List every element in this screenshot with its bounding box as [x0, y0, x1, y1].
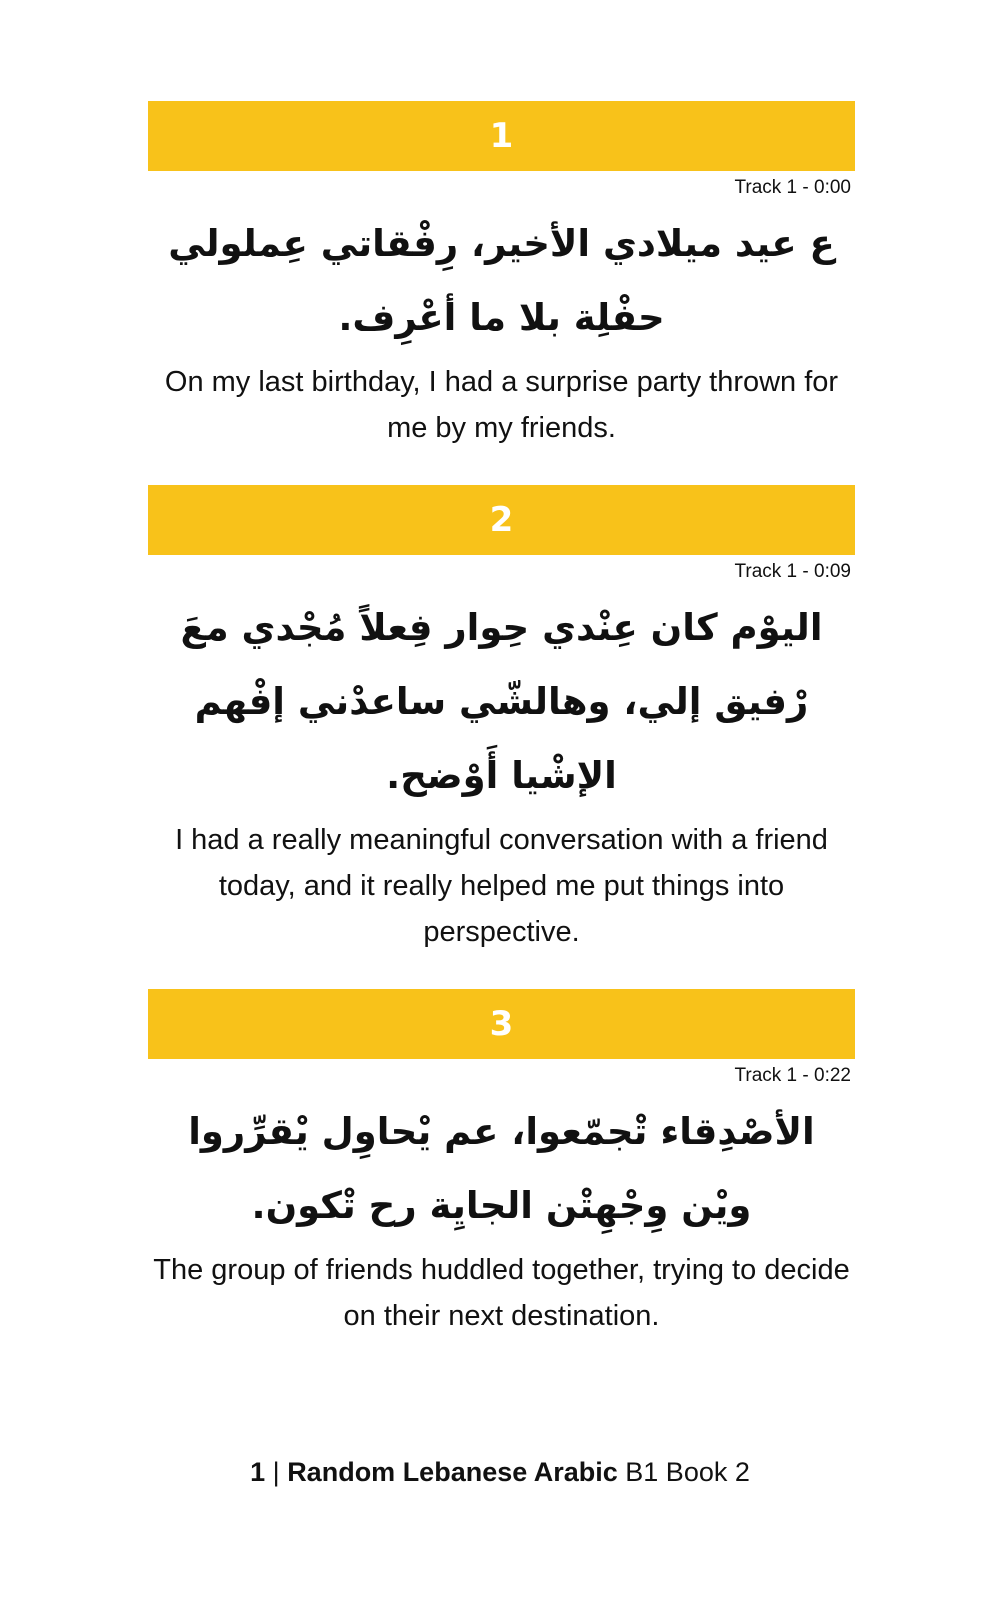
entry-number-bar [148, 101, 855, 171]
arabic-sentence: اليوْم كان عِنْدي حِوار فِعلاً مُجْدي معَ رْفيق إلي، وهالشّي ساعدْني إفْهم الإشْيا أَوْضح. [180, 606, 823, 797]
entry-number-bar [148, 989, 855, 1059]
footer-separator: | [265, 1457, 288, 1487]
english-translation: On my last birthday, I had a surprise party thrown for me by my friends. [164, 366, 839, 444]
page-number: 1 [250, 1457, 266, 1487]
entry-number: 2 [489, 500, 514, 540]
entry-3 [148, 989, 855, 1339]
track-timestamp: Track 1 - 0:22 [734, 1065, 851, 1086]
book-title: Random Lebanese Arabic [287, 1457, 618, 1487]
entry-number-bar [148, 485, 855, 555]
english-translation: The group of friends huddled together, trying to decide on their next destination. [153, 1254, 850, 1332]
book-level: B1 Book 2 [617, 1457, 750, 1487]
english-translation: I had a really meaningful conversation with a friend today, and it really helped me put things into perspective. [175, 824, 828, 948]
arabic-sentence: الأصْدِقاء تْجمّعوا، عم يْحاوِل يْقرِّروا ويْن وِجْهِتْن الجايِة رح تْكون. [188, 1110, 815, 1227]
entry-number: 1 [489, 116, 514, 156]
track-timestamp: Track 1 - 0:09 [734, 561, 851, 582]
track-timestamp: Track 1 - 0:00 [734, 177, 851, 198]
page-footer [0, 1427, 1000, 1600]
entry-number: 3 [489, 1004, 514, 1044]
entry-2 [148, 485, 855, 955]
entry-1 [148, 101, 855, 451]
arabic-sentence: ع عيد ميلادي الأخير، رِفْقاتي عِملولي حفْلِة بلا ما أعْرِف. [168, 222, 835, 339]
